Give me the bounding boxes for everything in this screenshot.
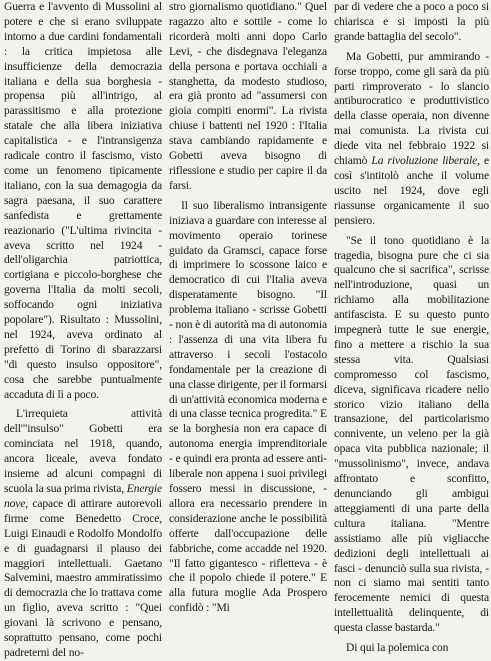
paragraph: Guerra e l'avvento di Mussolini al potere e che si erano sviluppate intorno a due cardini fondamentali : la critica impietosa alle insufficienze della democrazia italiana e della sua borghesia - propensa più all'intrigo, al parassitismo e alla protezione statale che alla libera iniziativa capitalistica - e l'intransigenza radicale contro il fascismo, visto come un fenomeno tipicamente italiano, con la sua demagogia da sagra paesana, il suo carattere sanfedista e grettamente reazionario ("L'ultima rivincita - aveva scritto nel 1924 - dell'oligarchia patriottica, cortigiana e piccolo-borghese che governa l'Italia da molti secoli, soffocando ogni iniziativa popolare"). Risultato : Mussolini, nel 1924, aveva ordinato al prefetto di Torino di sbarazzarsi "di questo insulso oppositore", cosa che sarebbe puntualmente accaduta di lì a poco. [4, 0, 162, 401]
paragraph-text: , e così s'intitolò anche il volume uscito nel 1924, dove egli riassunse organicamente il suo pensiero. [334, 154, 489, 227]
paragraph: Di qui la polemica con [346, 641, 449, 655]
paragraph: Il suo liberalismo intransigente iniziava a guardare con interesse al movimento operaio torinese guidato da Gramsci, capace forse di imprimere lo scossone laico e democratico di cui l'Italia aveva disperatamente bisogno. "Il problema italiano - scrisse Gobetti - non è di autorità ma di autonomia : l'assenza di una vita libera fu attraverso i secoli l'ostacolo fondamentale per la creazione di una classe dirigente, per il formarsi di un'attività economica moderna e di una classe tecnica progredita." E se la borghesia non era capace di autonoma energia imprenditoriale - e quindi era pronta ad essere anti-liberale non appena i suoi privilegi fossero messi in discussione, - allora era necessario prendere in considerazione anche le possibilità offerte dall'occupazione delle fabbriche, come accadde nel 1920. "Il fatto gigantesco - rifletteva - è che il popolo chiede il potere." E alla futura moglie Ada Prospero confidò : "Mi [169, 198, 327, 615]
paragraph-text: Ma Gobetti, pur ammirando - forse troppo, come gli sarà da più parti rimproverato - lo slancio antiburocratico e produttivistico della classe operaia, non divenne mai comunista. La rivista cui diede vita nel febbraio 1922 si chiamò [334, 49, 489, 168]
paragraph-text: , capace di attirare autorevoli firme come Benedetto Croce, Luigi Einaudi e Rodolfo Mondolfo e di guadagnarsi il plauso dei maggiori intellettuali. Gaetano Salvemini, maestro ammiratissimo di democrazia che lo trattava come un figlio, aveva scritto : "Quei giovani là scrivono e pensano, soprattutto pensano, come pochi padreterni del no- [4, 496, 162, 659]
paragraph: par di vedere che a poco a poco si chiarisca e si imposti la più grande battaglia del secolo". [334, 0, 489, 43]
paragraph [4, 407, 162, 660]
article-column-3 [334, 0, 489, 656]
magazine-title: La rivoluzione liberale [371, 154, 478, 168]
article-column-2 [169, 0, 327, 616]
paragraph [334, 50, 489, 229]
paragraph: stro giornalismo quotidiano." Quel ragazzo alto e sottile - come lo ricorderà molti anni dopo Carlo Levi, - che disdegnava l'eleganza della persona e portava occhiali a stanghetta, da modesto studioso, era già pronto ad "assumersi con gioia compiti enormi". La rivista chiuse i battenti nel 1920 : l'Italia stava cambiando rapidamente e Gobetti aveva bisogno di riflessione e studio per capire il da farsi. [169, 0, 327, 192]
paragraph-text: L'irrequieta attività dell'"insulso" Gobetti era cominciata nel 1918, quando, ancora liceale, aveva fondato insieme ad alcuni compagni di scuola la sua prima rivista, [4, 407, 162, 495]
magazine-title: Energie nove [4, 482, 162, 510]
article-column-1 [4, 0, 162, 661]
paragraph: "Se il tono quotidiano è la tragedia, bisogna pure che ci sia qualcuno che si sacrifica", scrisse nell'introduzione, quasi un richiamo alla mobilitazione antifascista. E su questo punto impegnerà tutte le sue energie, fino a mettere a rischio la sua stessa vita. Qualsiasi compromesso col fascismo, diceva, significava ricadere nello storico vizio italiano della transazione, del particolarismo connivente, un veleno per la già opaca vita pubblica nazionale; il "mussolinismo", invece, andava affrontato e sconfitto, denunciando gli ambigui atteggiamenti di una parte della cultura italiana. "Mentre assistiamo alle più vigliacche dedizioni degli intellettuali ai fasci - denunciò sulla sua rivista, - non ci siamo mai sentiti tanto ferocemente nemici di questa intellettualità delinquente, di questa classe bastarda." [334, 233, 489, 635]
